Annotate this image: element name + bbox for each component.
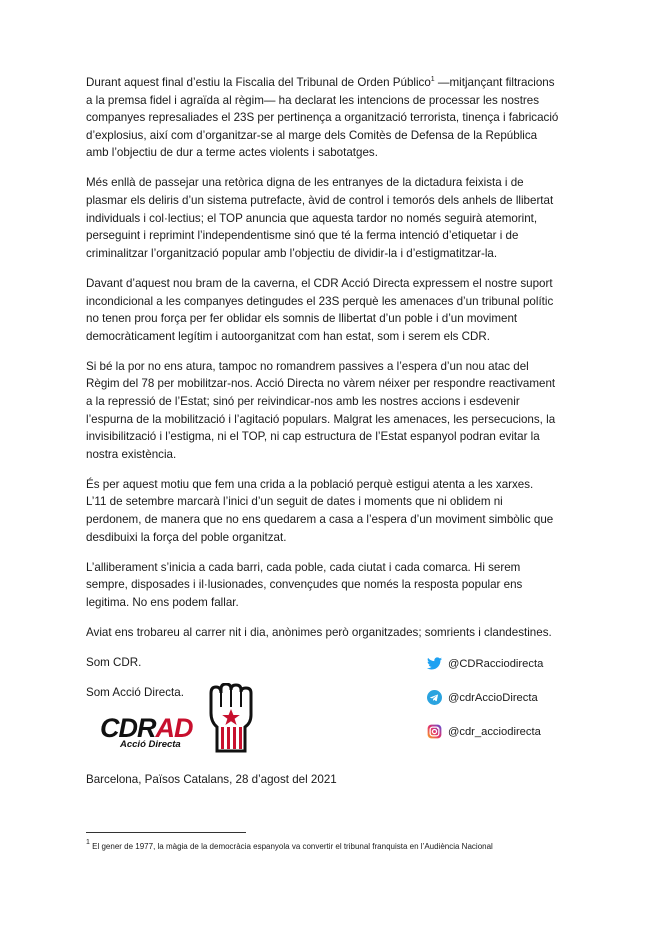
- logo-subtitle: Acció Directa: [120, 739, 181, 750]
- footnote-mark: 1: [86, 839, 90, 846]
- footnote: [86, 841, 566, 852]
- twitter-handle: @CDRacciodirecta: [448, 657, 544, 670]
- paragraph-7: Aviat ens trobareu al carrer nit i dia, anònimes però organitzades; somrients i clandestines.: [86, 626, 552, 640]
- logo-ad-text: AD: [155, 713, 193, 743]
- instagram-handle: @cdr_acciodirecta: [448, 725, 541, 738]
- paragraph-5: És per aquest motiu que fem una crida a la població perquè estigui atenta a les xarxes. L’11 de setembre marcarà l’inici d’un seguit de dates i moments que ni oblidem ni perdonem, de manera que no ens quedarem a casa a l’espera d’un moviment simbòlic que desdibuixi la força del poble organitzat.: [86, 477, 554, 544]
- telegram-icon: [426, 690, 442, 706]
- telegram-handle-row[interactable]: [426, 689, 543, 706]
- twitter-icon: [426, 656, 442, 672]
- instagram-icon: [426, 724, 442, 740]
- instagram-handle-row[interactable]: [426, 723, 543, 740]
- twitter-handle-row[interactable]: [426, 655, 543, 672]
- paragraph-2: Més enllà de passejar una retòrica digna de les entranyes de la dictadura feixista i de plasmar els deliris d’un sistema putrefacte, àvid de control i temorós dels anhels de llibertat individuals i col·lectius; el TOP anuncia que aquesta tardor no només seguirà atemorint, perseguint i reprimint l’independentisme sinó que té la ferma intenció d’etiquetar i de criminalitzar l’organització popular amb l’objectiu de dividir-la i d’estigmatitzar-la.: [86, 176, 554, 260]
- place-and-date: Barcelona, Països Catalans, 28 d’agost del 2021: [86, 773, 337, 786]
- paragraph-9: Som Acció Directa.: [86, 686, 184, 700]
- paragraph-6: L’alliberament s’inicia a cada barri, cada poble, cada ciutat i cada comarca. Hi serem sempre, disposades i il·lusionades, convençudes que només la resposta popular ens legitima. No ens podem fallar.: [86, 560, 523, 609]
- paragraph-1: [86, 74, 564, 162]
- logo-cdr-text: CDR: [100, 713, 156, 743]
- paragraph-1-before: Durant aquest final d’estiu la Fiscalia del Tribunal de Orden Público: [86, 76, 431, 89]
- footnote-text: El gener de 1977, la màgia de la democràcia espanyola va convertir el tribunal franquista en l’Audiència Nacional: [89, 842, 493, 851]
- paragraph-1-after: —mitjançant filtracions a la premsa fidel i agraïda al règim— ha declarat les intencions de processar les nostres companyes represaliades el 23S per pertinença a organització terrorista, tinença i fabricació d’explosius, així com d’organitzar-se al marge dels Comitès de Defensa de la República amb l’objectiu de dur a terme actes violents i sabotatges.: [86, 76, 559, 160]
- paragraph-3: Davant d’aquest nou bram de la caverna, el CDR Acció Directa expressem el nostre suport incondicional a les companyes detingudes el 23S perquè les amenaces d’un tribunal polític no tenen prou força per fer oblidar els somnis de llibertat d’un poble i d’un moviment democràticament legítim i autoorganitzat com han estat, som i serem els CDR.: [86, 276, 554, 343]
- letter-body: [86, 74, 564, 714]
- footnote-ref: 1: [430, 76, 435, 83]
- telegram-handle: @cdrAccioDirecta: [448, 691, 538, 704]
- paragraph-4: Si bé la por no ens atura, tampoc no romandrem passives a l’espera d’un nou atac del Règim del 78 per mobilitzar-nos. Acció Directa no vàrem néixer per respondre reactivament a la repressió de l’Estat; sinó per reivindicar-nos amb les nostres accions i esdevenir l’espurna de la mobilització i l’agitació populars. Malgrat les amenaces, les persecucions, la invisibilització i l’estigma, ni el TOP, ni cap estructura de l’Estat espanyol podran evitar la nostra existència.: [86, 359, 556, 461]
- paragraph-8: Som CDR.: [86, 656, 142, 670]
- raised-fist-emblem: [205, 683, 259, 753]
- footnote-divider: [86, 832, 246, 833]
- cdr-accio-directa-logo: [100, 683, 260, 753]
- social-links: [426, 655, 543, 757]
